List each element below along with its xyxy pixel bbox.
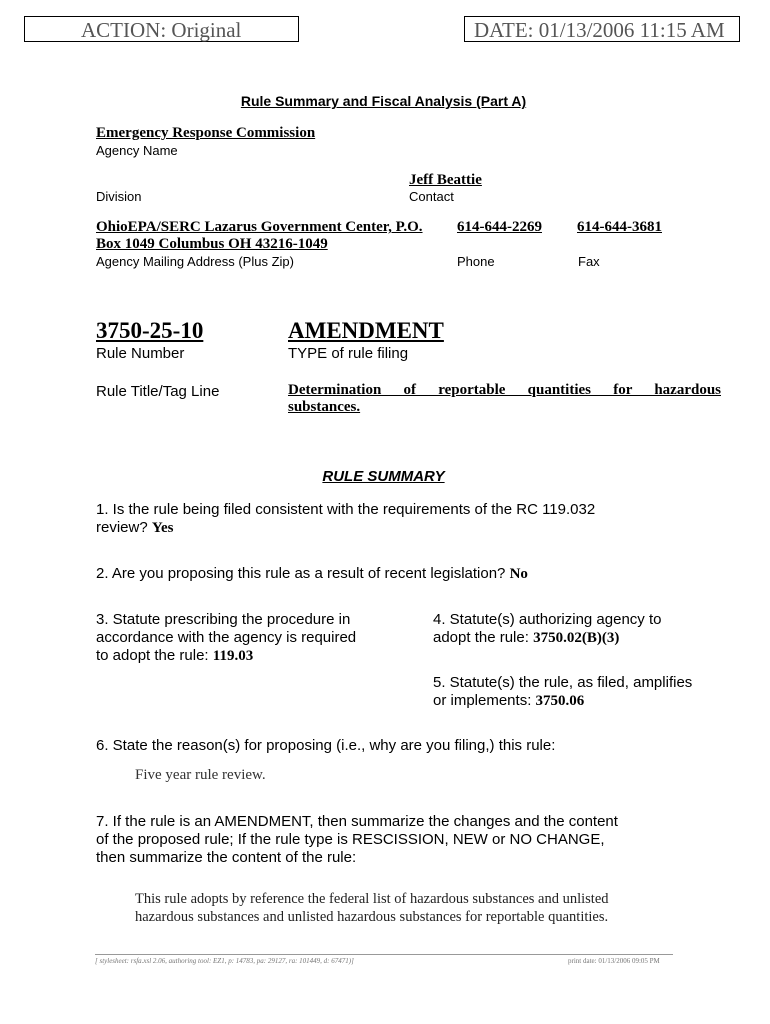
address-line-1: OhioEPA/SERC Lazarus Government Center, P.O. (96, 219, 423, 235)
question-3-line-2: accordance with the agency is required (96, 629, 357, 646)
rule-summary-heading: RULE SUMMARY (322, 468, 445, 485)
question-4-answer: 3750.02(B)(3) (533, 630, 620, 646)
question-7-line-2: of the proposed rule; If the rule type is RESCISSION, NEW or NO CHANGE, (96, 831, 605, 848)
question-7-answer-line-2: hazardous substances and unlisted hazardous substances for reportable quantities. (135, 909, 609, 925)
address-label: Agency Mailing Address (Plus Zip) (96, 254, 294, 269)
date-box (464, 16, 740, 42)
contact-label: Contact (409, 189, 454, 204)
question-7-line-1: 7. If the rule is an AMENDMENT, then summarize the changes and the content (96, 813, 618, 830)
question-4-line-2 (433, 629, 661, 647)
fax-value: 614-644-3681 (577, 219, 662, 235)
question-4 (433, 611, 661, 647)
question-5 (433, 674, 692, 710)
footer-divider (95, 954, 673, 955)
document-title: Rule Summary and Fiscal Analysis (Part A) (240, 93, 527, 109)
question-1-line-2 (96, 519, 595, 537)
question-1-text: review? (96, 519, 148, 536)
rule-number-label: Rule Number (96, 345, 185, 362)
question-1-line-1: 1. Is the rule being filed consistent with the requirements of the RC 119.032 (96, 501, 596, 518)
question-3-line-1: 3. Statute prescribing the procedure in (96, 611, 351, 628)
contact-name: Jeff Beattie (409, 172, 482, 188)
question-6-answer: Five year rule review. (135, 767, 266, 783)
question-5-line-2 (433, 692, 692, 710)
fax-label: Fax (578, 254, 600, 269)
address-line-2: Box 1049 Columbus OH 43216-1049 (96, 236, 328, 252)
question-4-text: adopt the rule: (433, 629, 529, 646)
footer-stylesheet-info: [ stylesheet: rsfa.xsl 2.06, authoring tool: EZ1, p: 14783, pa: 29127, ra: 101449, d: 67471)] (95, 957, 354, 965)
question-2-answer: No (509, 566, 528, 582)
question-1-answer: Yes (151, 520, 174, 536)
phone-label: Phone (457, 254, 495, 269)
question-5-text: or implements: (433, 692, 532, 709)
rule-number: 3750-25-10 (96, 318, 204, 343)
question-5-line-1: 5. Statute(s) the rule, as filed, amplifies (433, 674, 693, 691)
action-box (24, 16, 299, 42)
question-2-text: 2. Are you proposing this rule as a result of recent legislation? (96, 565, 506, 582)
rule-title-label: Rule Title/Tag Line (96, 383, 220, 400)
rule-type: AMENDMENT (288, 318, 444, 343)
phone-value: 614-644-2269 (457, 219, 542, 235)
question-3-text: to adopt the rule: (96, 647, 209, 664)
question-4-line-1: 4. Statute(s) authorizing agency to (433, 611, 662, 628)
question-7 (96, 813, 618, 867)
question-2 (96, 565, 528, 583)
question-3-answer: 119.03 (212, 648, 254, 664)
action-text: ACTION: Original (81, 18, 242, 42)
question-1 (96, 501, 595, 537)
rule-title-line-2: substances. (288, 399, 361, 415)
question-5-answer: 3750.06 (535, 693, 585, 709)
rule-type-label: TYPE of rule filing (288, 345, 409, 362)
question-7-answer (135, 890, 609, 926)
footer-print-date: print date: 01/13/2006 09:05 PM (568, 957, 660, 965)
question-3-line-3 (96, 647, 356, 665)
question-3 (96, 611, 356, 665)
agency-name: Emergency Response Commission (96, 125, 316, 141)
question-7-answer-line-1: This rule adopts by reference the federal list of hazardous substances and unlisted (135, 891, 609, 907)
question-7-line-3: then summarize the content of the rule: (96, 849, 357, 866)
division-label: Division (96, 189, 142, 204)
agency-name-label: Agency Name (96, 143, 178, 158)
question-6: 6. State the reason(s) for proposing (i.e., why are you filing,) this rule: (96, 737, 556, 754)
rule-title-line-1: Determination of reportable quantities for hazardous (288, 382, 721, 398)
date-text: DATE: 01/13/2006 11:15 AM (474, 18, 725, 42)
